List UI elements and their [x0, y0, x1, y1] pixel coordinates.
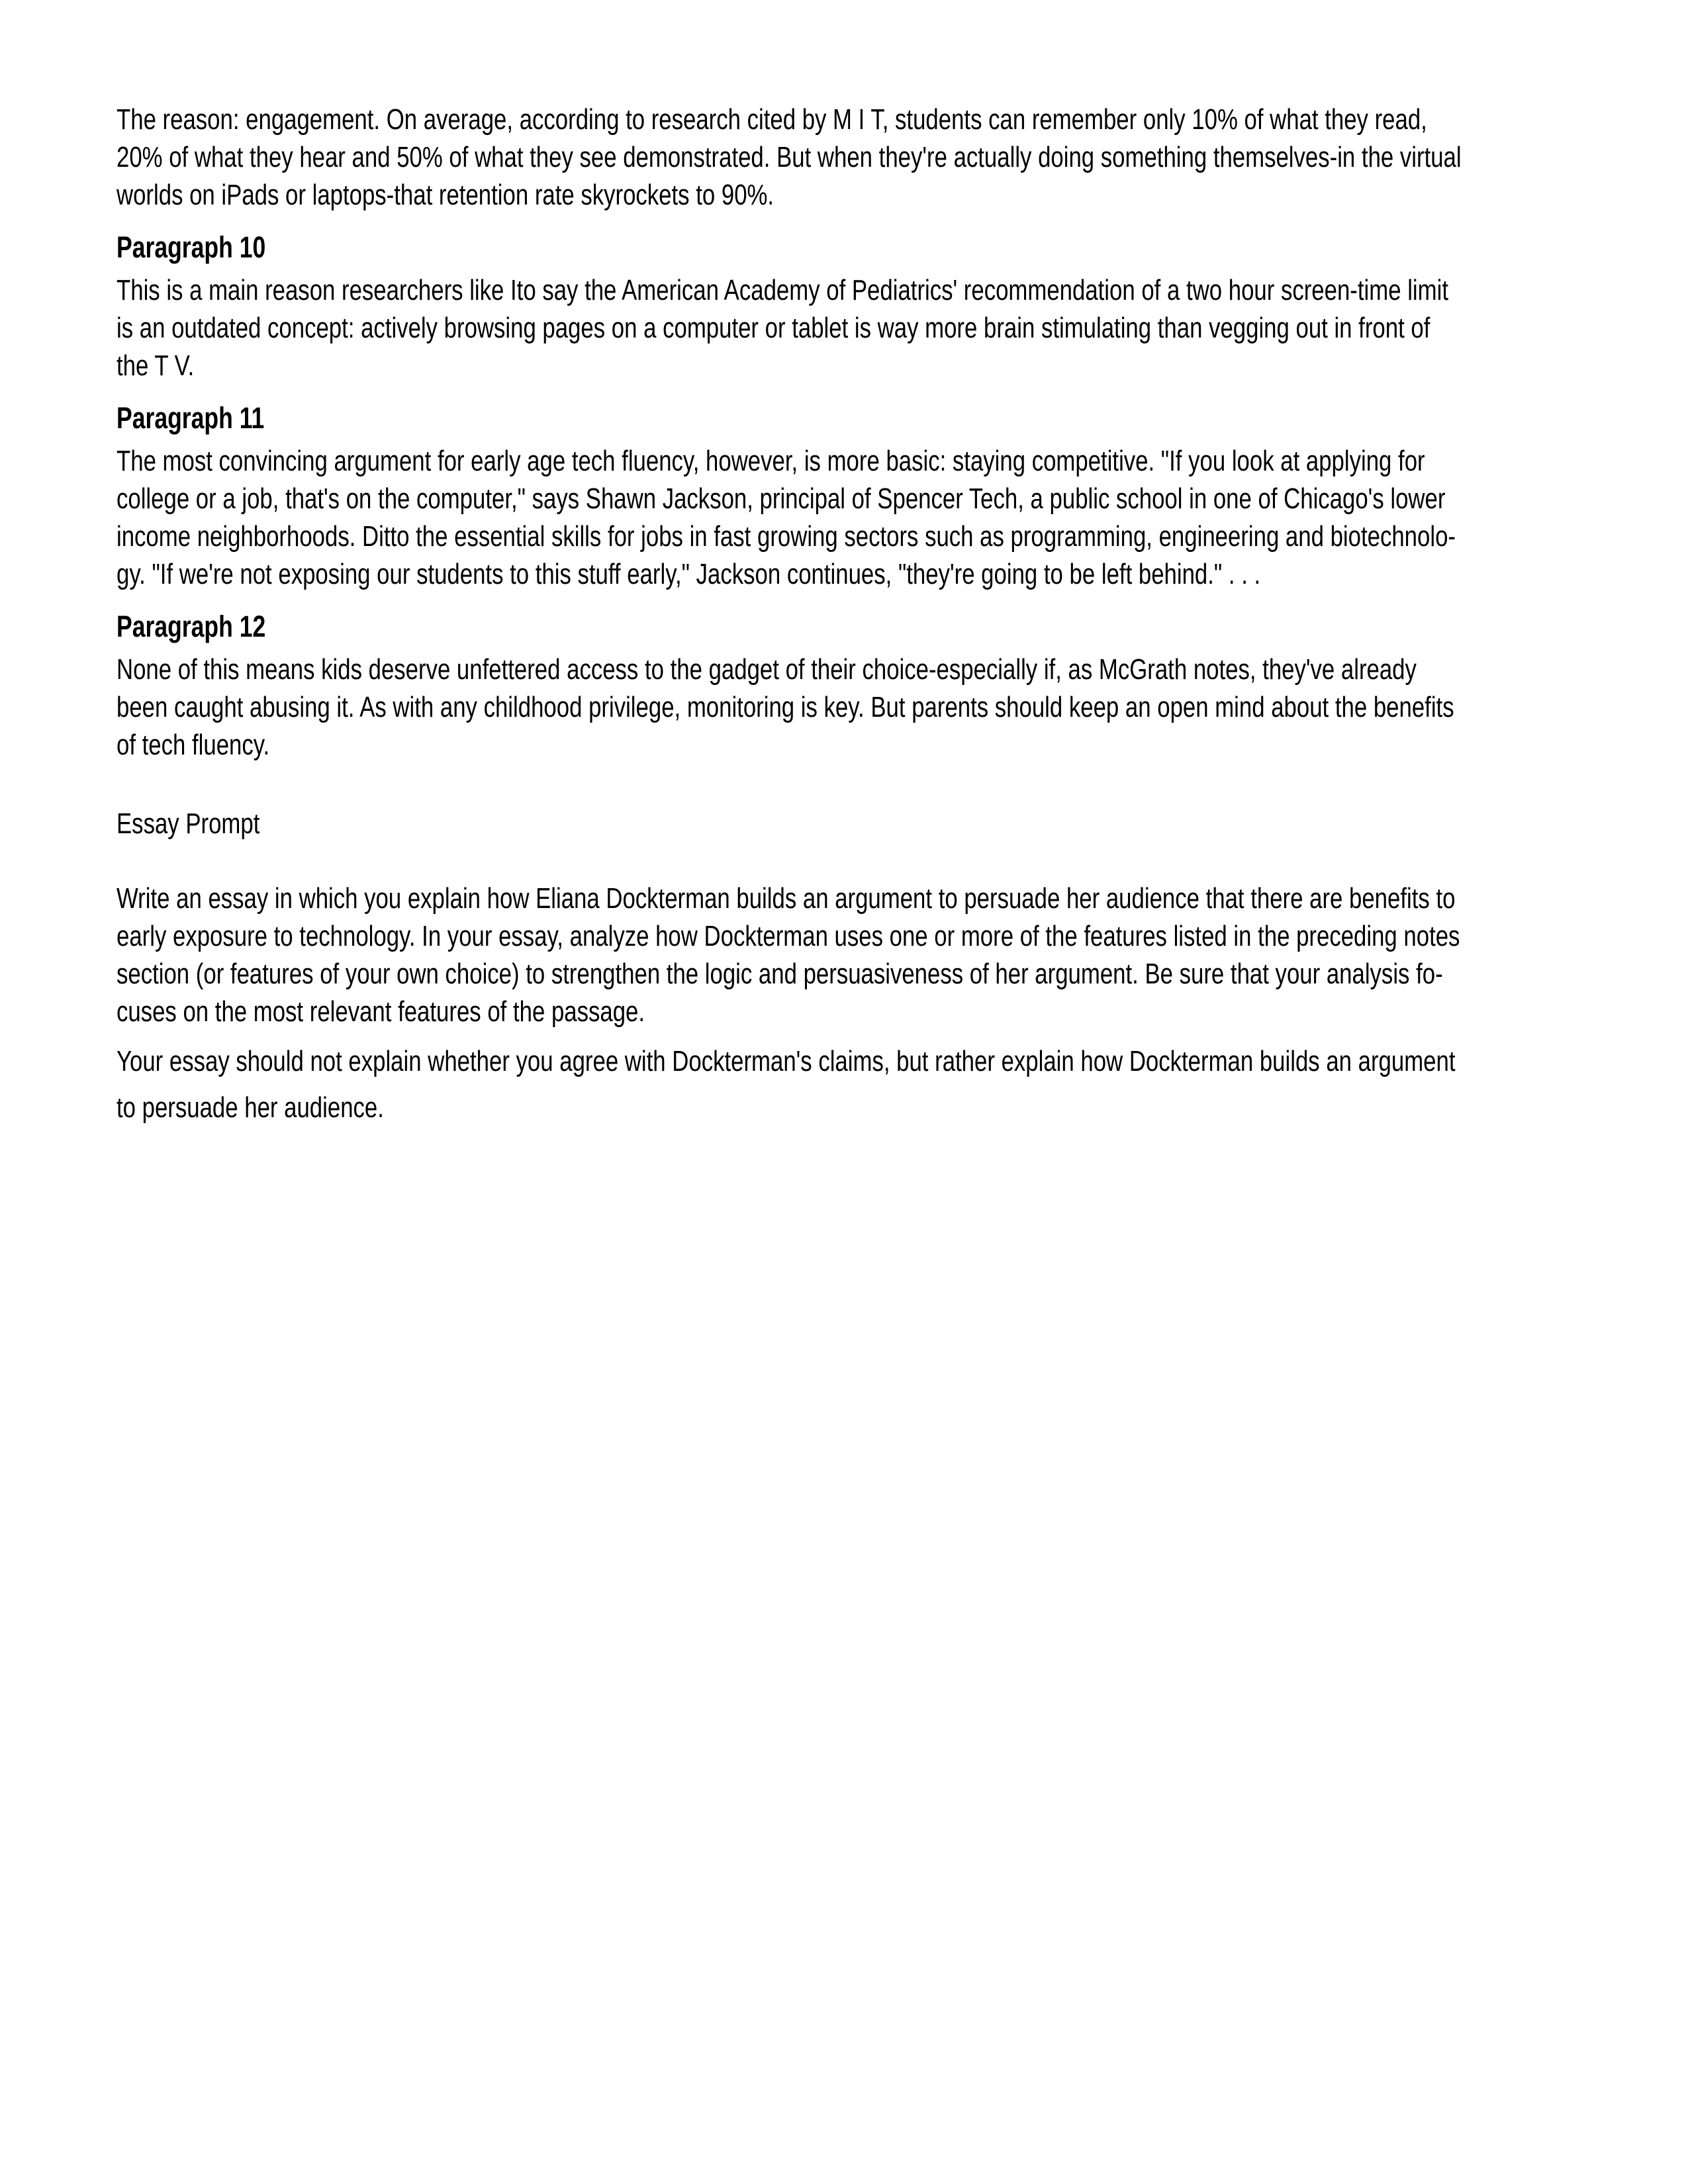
text-line: The most convincing argument for early age tech fluency, however, is more basic: staying competitive. "If you look at applying for [117, 445, 1425, 477]
text-line: Write an essay in which you explain how Eliana Dockterman builds an argument to persuade her audience that there are benefits to [117, 882, 1456, 915]
text-line: income neighborhoods. Ditto the essential skills for jobs in fast growing sectors such as programming, engineering and biotechnolo- [117, 520, 1456, 553]
paragraph-12-heading: Paragraph 12 [117, 610, 266, 643]
text-line: early exposure to technology. In your essay, analyze how Dockterman uses one or more of the features listed in the preceding notes [117, 920, 1460, 952]
paragraph-10-body [117, 271, 1570, 385]
paragraph-11-heading: Paragraph 11 [117, 401, 265, 435]
text-line: cuses on the most relevant features of the passage. [117, 995, 645, 1028]
document-content [117, 101, 1570, 1131]
text-line: gy. "If we're not exposing our students to this stuff early," Jackson continues, "they're going to be left behind." . . . [117, 558, 1261, 590]
paragraph-10-heading: Paragraph 10 [117, 230, 266, 264]
text-line: The reason: engagement. On average, according to research cited by M I T, students can remember only 10% of what they read, [117, 103, 1427, 136]
text-line: college or a job, that's on the computer," says Shawn Jackson, principal of Spencer Tech, a public school in one of Chicago's lower [117, 482, 1446, 515]
text-line: the T V. [117, 349, 195, 382]
paragraph-12-body [117, 651, 1570, 764]
text-line: to persuade her audience. [117, 1091, 384, 1124]
text-line: been caught abusing it. As with any childhood privilege, monitoring is key. But parents should keep an open mind about the benefits [117, 691, 1454, 723]
text-line: is an outdated concept: actively browsing pages on a computer or tablet is way more brain stimulating than vegging out in front of [117, 312, 1430, 344]
text-line: worlds on iPads or laptops-that retention rate skyrockets to 90%. [117, 179, 774, 211]
intro-paragraph [117, 101, 1570, 214]
text-line: of tech fluency. [117, 729, 270, 761]
paragraph-11-body [117, 442, 1570, 593]
essay-prompt-closing-paragraph [117, 1038, 1570, 1131]
text-line: None of this means kids deserve unfettered access to the gadget of their choice-especially if, as McGrath notes, they've already [117, 653, 1417, 686]
essay-prompt-paragraph [117, 880, 1570, 1030]
text-line: Your essay should not explain whether you agree with Dockterman's claims, but rather explain how Dockterman builds an argument [117, 1045, 1456, 1077]
text-line: 20% of what they hear and 50% of what they see demonstrated. But when they're actually doing something themselves-in the virtual [117, 141, 1462, 173]
text-line: section (or features of your own choice) to strengthen the logic and persuasiveness of her argument. Be sure that your analysis fo- [117, 958, 1443, 990]
text-line: This is a main reason researchers like Ito say the American Academy of Pediatrics' recommendation of a two hour screen-time limit [117, 274, 1448, 306]
essay-prompt-heading: Essay Prompt [117, 807, 260, 840]
